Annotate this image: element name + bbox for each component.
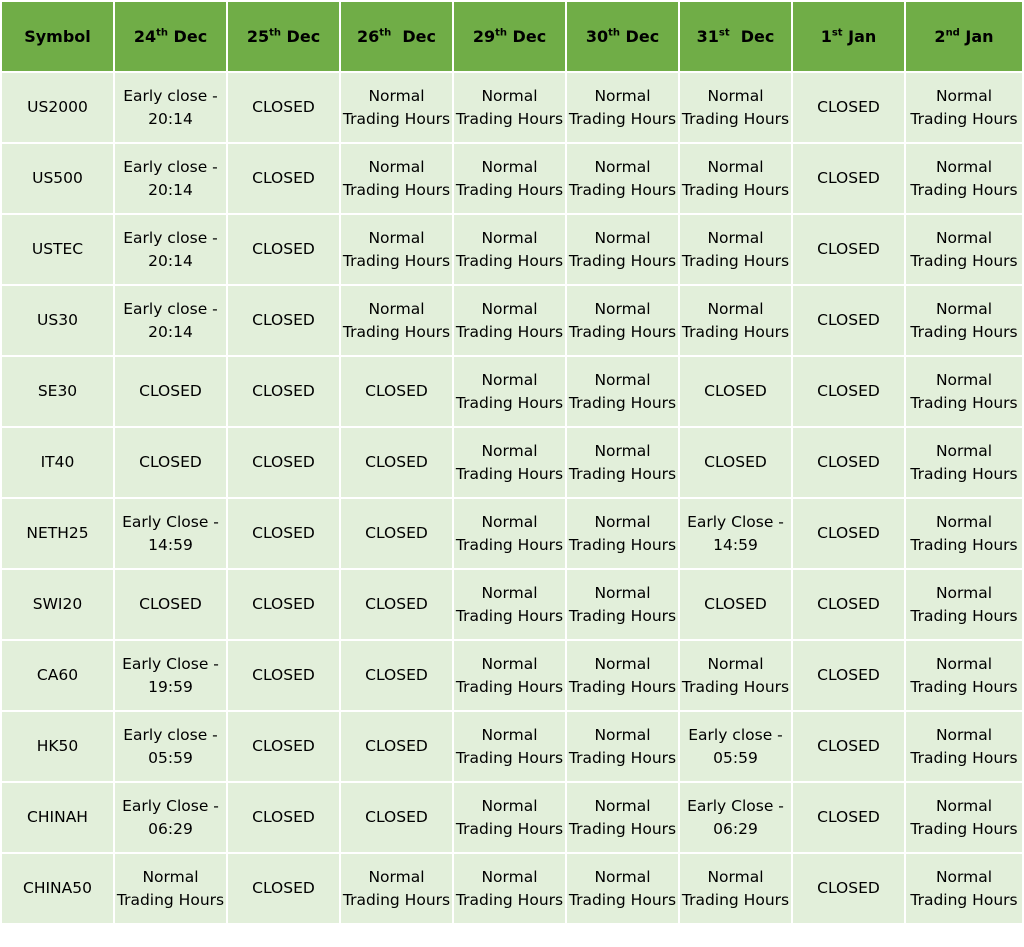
table-row (1, 711, 1023, 782)
status-text: CLOSED (252, 524, 315, 542)
status-text: Normal Trading Hours (455, 796, 564, 838)
status-text: Early Close - 19:59 (122, 654, 219, 696)
status-cell (227, 711, 340, 782)
status-cell (905, 640, 1023, 711)
header-day: 29 (472, 27, 496, 46)
status-text: CLOSED (139, 595, 202, 613)
status-text: CLOSED (365, 453, 428, 471)
status-cell (340, 427, 453, 498)
status-text: Normal Trading Hours (342, 228, 451, 270)
status-cell (792, 782, 905, 853)
status-cell (905, 782, 1023, 853)
status-cell (679, 640, 792, 711)
status-text: Early Close - 06:29 (122, 796, 219, 838)
status-text: Normal Trading Hours (455, 867, 564, 909)
column-header-date (114, 1, 227, 72)
status-text: Normal Trading Hours (910, 654, 1018, 696)
status-cell (340, 782, 453, 853)
status-text: Normal Trading Hours (910, 583, 1018, 625)
status-text: CLOSED (817, 311, 880, 329)
status-text: Normal Trading Hours (910, 228, 1018, 270)
status-text: CLOSED (252, 666, 315, 684)
status-cell (114, 285, 227, 356)
status-text: Normal Trading Hours (455, 228, 564, 270)
status-cell (453, 143, 566, 214)
status-cell (340, 356, 453, 427)
status-cell (227, 782, 340, 853)
status-text: CLOSED (365, 382, 428, 400)
symbol-cell: NETH25 (1, 498, 114, 569)
table-row (1, 143, 1023, 214)
status-text: CLOSED (817, 595, 880, 613)
status-text: CLOSED (252, 595, 315, 613)
status-cell (453, 782, 566, 853)
column-header-date (227, 1, 340, 72)
status-text: CLOSED (817, 666, 880, 684)
status-cell (340, 569, 453, 640)
status-cell (340, 72, 453, 143)
status-text: Normal Trading Hours (116, 867, 225, 909)
symbol-cell: SWI20 (1, 569, 114, 640)
status-cell (114, 853, 227, 924)
status-text: Early close - 05:59 (688, 725, 783, 767)
status-cell (227, 640, 340, 711)
status-text: Normal Trading Hours (455, 654, 564, 696)
status-cell (453, 711, 566, 782)
status-cell (679, 782, 792, 853)
table-row (1, 427, 1023, 498)
status-cell (114, 72, 227, 143)
status-text: CLOSED (252, 808, 315, 826)
status-text: Normal Trading Hours (568, 796, 677, 838)
status-cell (566, 853, 679, 924)
status-cell (227, 498, 340, 569)
status-text: CLOSED (817, 524, 880, 542)
status-text: CLOSED (365, 595, 428, 613)
header-month: Dec (391, 27, 436, 46)
status-cell (566, 711, 679, 782)
status-cell (227, 427, 340, 498)
status-text: Normal Trading Hours (910, 86, 1018, 128)
column-header-date (679, 1, 792, 72)
status-cell (114, 143, 227, 214)
status-text: Normal Trading Hours (681, 86, 790, 128)
header-day-suffix: th (608, 27, 620, 39)
status-text: Normal Trading Hours (455, 299, 564, 341)
status-text: CLOSED (252, 311, 315, 329)
status-text: CLOSED (817, 169, 880, 187)
header-day: 30 (585, 27, 609, 46)
status-cell (340, 143, 453, 214)
status-text: Early Close - 14:59 (122, 512, 219, 554)
status-cell (905, 569, 1023, 640)
status-cell (905, 72, 1023, 143)
symbol-cell: HK50 (1, 711, 114, 782)
status-text: Normal Trading Hours (568, 86, 677, 128)
symbol-cell: IT40 (1, 427, 114, 498)
status-text: CLOSED (252, 240, 315, 258)
status-cell (340, 498, 453, 569)
status-text: CLOSED (817, 879, 880, 897)
header-day-suffix: th (269, 27, 281, 39)
status-text: Normal Trading Hours (455, 370, 564, 412)
header-month: Jan (959, 27, 994, 46)
status-cell (453, 640, 566, 711)
status-cell (905, 143, 1023, 214)
status-cell (227, 285, 340, 356)
column-header-symbol: Symbol (1, 1, 114, 72)
status-cell (905, 853, 1023, 924)
status-cell (679, 356, 792, 427)
status-text: Normal Trading Hours (455, 441, 564, 483)
status-text: Early close - 20:14 (123, 157, 218, 199)
status-cell (905, 427, 1023, 498)
status-text: Normal Trading Hours (910, 725, 1018, 767)
status-text: CLOSED (252, 382, 315, 400)
status-cell (792, 214, 905, 285)
status-cell (340, 711, 453, 782)
header-month: Dec (506, 27, 547, 46)
status-cell (114, 498, 227, 569)
header-day-suffix: st (718, 27, 730, 39)
status-text: Normal Trading Hours (681, 654, 790, 696)
status-cell (679, 72, 792, 143)
status-cell (792, 427, 905, 498)
status-text: CLOSED (817, 98, 880, 116)
status-cell (792, 711, 905, 782)
status-cell (340, 640, 453, 711)
header-day-suffix: st (831, 27, 843, 39)
header-day: 25 (246, 27, 270, 46)
status-text: Early close - 05:59 (123, 725, 218, 767)
table-row (1, 214, 1023, 285)
status-cell (566, 498, 679, 569)
status-cell (453, 853, 566, 924)
status-cell (453, 356, 566, 427)
header-day-suffix: th (379, 27, 392, 39)
status-text: Normal Trading Hours (681, 157, 790, 199)
status-text: CLOSED (817, 453, 880, 471)
status-text: CLOSED (139, 382, 202, 400)
header-day: 1 (820, 27, 832, 46)
status-text: CLOSED (365, 666, 428, 684)
symbol-cell: CA60 (1, 640, 114, 711)
table-body (1, 72, 1023, 924)
status-text: Normal Trading Hours (455, 157, 564, 199)
status-cell (114, 569, 227, 640)
status-text: CLOSED (252, 453, 315, 471)
status-cell (792, 143, 905, 214)
status-cell (453, 427, 566, 498)
status-cell (566, 214, 679, 285)
status-text: Early Close - 06:29 (687, 796, 784, 838)
status-cell (114, 640, 227, 711)
status-cell (453, 214, 566, 285)
status-cell (679, 498, 792, 569)
status-cell (114, 356, 227, 427)
status-text: CLOSED (365, 737, 428, 755)
status-text: Normal Trading Hours (342, 299, 451, 341)
status-cell (453, 498, 566, 569)
status-text: Normal Trading Hours (568, 867, 677, 909)
table-row (1, 569, 1023, 640)
status-text: Early close - 20:14 (123, 86, 218, 128)
status-text: Normal Trading Hours (681, 867, 790, 909)
status-text: Normal Trading Hours (568, 583, 677, 625)
column-header-date (566, 1, 679, 72)
status-cell (792, 640, 905, 711)
status-text: CLOSED (139, 453, 202, 471)
status-text: Normal Trading Hours (910, 157, 1018, 199)
status-text: Early close - 20:14 (123, 299, 218, 341)
column-header-date (340, 1, 453, 72)
status-text: CLOSED (817, 382, 880, 400)
header-day-suffix: th (495, 27, 507, 39)
status-cell (566, 640, 679, 711)
table-row (1, 356, 1023, 427)
status-cell (566, 356, 679, 427)
header-day: 26 (357, 27, 380, 46)
status-cell (679, 569, 792, 640)
status-cell (566, 427, 679, 498)
header-month: Dec (280, 27, 321, 46)
table-row (1, 853, 1023, 924)
header-month: Jan (842, 27, 877, 46)
status-text: Normal Trading Hours (568, 654, 677, 696)
status-text: CLOSED (365, 808, 428, 826)
table-row (1, 72, 1023, 143)
status-text: CLOSED (704, 382, 767, 400)
status-cell (566, 285, 679, 356)
status-text: Normal Trading Hours (342, 157, 451, 199)
status-cell (905, 711, 1023, 782)
symbol-cell: US500 (1, 143, 114, 214)
symbol-cell: CHINAH (1, 782, 114, 853)
status-cell (453, 72, 566, 143)
status-cell (114, 711, 227, 782)
status-text: CLOSED (252, 737, 315, 755)
status-cell (114, 782, 227, 853)
table-row (1, 285, 1023, 356)
header-day-suffix: nd (945, 27, 960, 39)
status-cell (227, 72, 340, 143)
status-cell (566, 782, 679, 853)
status-cell (792, 569, 905, 640)
status-cell (792, 285, 905, 356)
status-text: CLOSED (252, 98, 315, 116)
status-cell (905, 498, 1023, 569)
status-text: CLOSED (704, 595, 767, 613)
status-text: Normal Trading Hours (568, 157, 677, 199)
header-month: Dec (619, 27, 660, 46)
status-text: Normal Trading Hours (910, 370, 1018, 412)
header-day-suffix: th (156, 27, 168, 39)
header-month: Dec (167, 27, 208, 46)
status-cell (227, 143, 340, 214)
status-text: Normal Trading Hours (455, 583, 564, 625)
column-header-date (792, 1, 905, 72)
status-cell (679, 214, 792, 285)
status-cell (679, 853, 792, 924)
status-text: Early Close - 14:59 (687, 512, 784, 554)
status-cell (227, 356, 340, 427)
header-row (1, 1, 1023, 72)
table-row (1, 640, 1023, 711)
header-day: 31 (696, 27, 719, 46)
table-row (1, 498, 1023, 569)
status-text: CLOSED (252, 879, 315, 897)
status-text: Normal Trading Hours (455, 512, 564, 554)
status-text: CLOSED (365, 524, 428, 542)
status-text: Normal Trading Hours (681, 228, 790, 270)
table-row (1, 782, 1023, 853)
status-cell (227, 853, 340, 924)
status-cell (227, 214, 340, 285)
status-text: Normal Trading Hours (910, 867, 1018, 909)
status-cell (679, 711, 792, 782)
status-text: Normal Trading Hours (568, 441, 677, 483)
status-cell (114, 214, 227, 285)
status-text: Normal Trading Hours (681, 299, 790, 341)
status-cell (340, 853, 453, 924)
status-cell (792, 356, 905, 427)
status-text: Normal Trading Hours (455, 86, 564, 128)
status-cell (453, 285, 566, 356)
symbol-cell: US2000 (1, 72, 114, 143)
header-day: 24 (133, 27, 157, 46)
status-cell (905, 356, 1023, 427)
status-text: Normal Trading Hours (910, 441, 1018, 483)
status-cell (679, 143, 792, 214)
status-cell (679, 285, 792, 356)
status-cell (340, 285, 453, 356)
symbol-cell: USTEC (1, 214, 114, 285)
status-text: Normal Trading Hours (568, 299, 677, 341)
status-text: CLOSED (817, 240, 880, 258)
status-cell (905, 285, 1023, 356)
status-text: Normal Trading Hours (910, 796, 1018, 838)
status-text: Normal Trading Hours (568, 228, 677, 270)
status-text: Early close - 20:14 (123, 228, 218, 270)
table-header (1, 1, 1023, 72)
symbol-cell: CHINA50 (1, 853, 114, 924)
status-cell (227, 569, 340, 640)
symbol-cell: SE30 (1, 356, 114, 427)
status-cell (792, 853, 905, 924)
status-cell (114, 427, 227, 498)
status-text: Normal Trading Hours (568, 512, 677, 554)
header-day: 2 (934, 27, 946, 46)
status-text: Normal Trading Hours (342, 867, 451, 909)
status-text: Normal Trading Hours (910, 512, 1018, 554)
status-text: Normal Trading Hours (455, 725, 564, 767)
status-cell (792, 72, 905, 143)
status-text: Normal Trading Hours (910, 299, 1018, 341)
status-text: CLOSED (704, 453, 767, 471)
status-text: Normal Trading Hours (568, 725, 677, 767)
status-cell (905, 214, 1023, 285)
status-cell (566, 143, 679, 214)
status-cell (792, 498, 905, 569)
symbol-cell: US30 (1, 285, 114, 356)
status-cell (566, 72, 679, 143)
status-text: CLOSED (817, 737, 880, 755)
header-month: Dec (729, 27, 775, 46)
column-header-date (453, 1, 566, 72)
status-text: CLOSED (252, 169, 315, 187)
column-header-date (905, 1, 1023, 72)
status-text: Normal Trading Hours (342, 86, 451, 128)
status-cell (566, 569, 679, 640)
status-text: CLOSED (817, 808, 880, 826)
status-cell (340, 214, 453, 285)
status-text: Normal Trading Hours (568, 370, 677, 412)
status-cell (453, 569, 566, 640)
status-cell (679, 427, 792, 498)
